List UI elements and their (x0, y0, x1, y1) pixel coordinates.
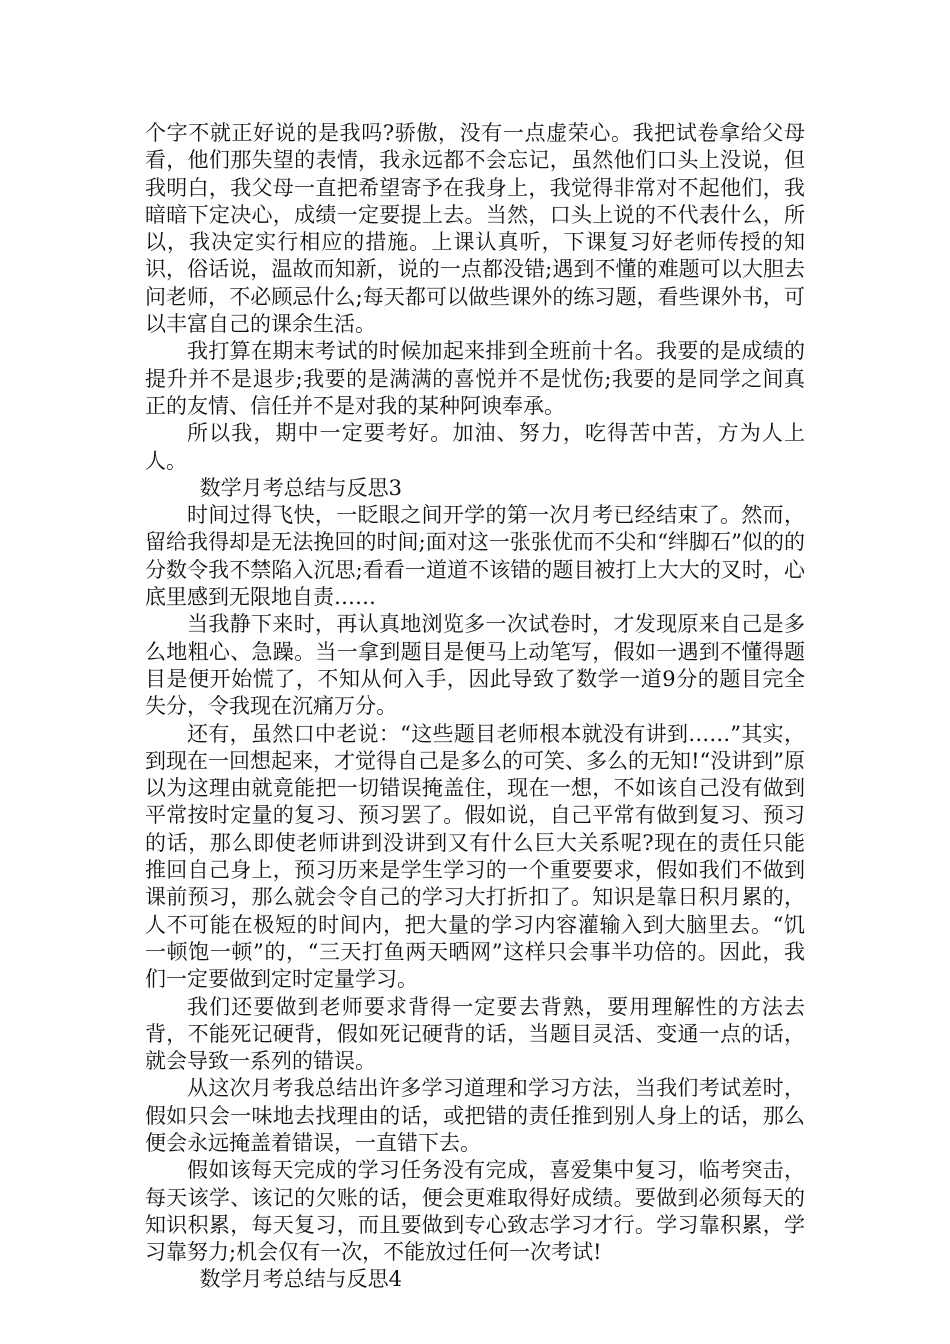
paragraph-3: 所以我，期中一定要考好。加油、努力，吃得苦中苦，方为人上人。 (145, 421, 805, 473)
section-heading-3: 数学月考总结与反思3 (199, 475, 402, 500)
section-heading-4: 数学月考总结与反思4 (199, 1267, 402, 1292)
document-body (145, 120, 805, 1294)
paragraph-6: 还有，虽然口中老说：“这些题目老师根本就没有讲到……”其实，到现在一回想起来，才觉得自己是多么的可笑、多么的无知!“没讲到”原以为这理由就竟能把一切错误掩盖住，现在一想，不如该自己没有做到平常按时定量的复习、预习罢了。假如说，自己平常有做到复习、预习的话，那么即使老师讲到没讲到又有什么巨大关系呢?现在的责任只能推回自己身上，预习历来是学生学习的一个重要要求，假如我们不做到课前预习，那么就会令自己的学习大打折扣了。知识是靠日积月累的，人不可能在极短的时间内，把大量的学习内容灌输入到大脑里去。“饥一顿饱一顿”的，“三天打鱼两天晒网”这样只会事半功倍的。因此，我们一定要做到定时定量学习。 (145, 721, 805, 992)
paragraph-4: 时间过得飞快，一眨眼之间开学的第一次月考已经结束了。然而，留给我得却是无法挽回的时间;面对这一张张优而不尖和“绊脚石”似的的分数令我不禁陷入沉思;看看一道道不该错的题目被打上大大的叉时，心底里感到无限地自责…… (145, 503, 805, 610)
paragraph-1: 个字不就正好说的是我吗?骄傲，没有一点虚荣心。我把试卷拿给父母看，他们那失望的表情，我永远都不会忘记，虽然他们口头上没说，但我明白，我父母一直把希望寄予在我身上，我觉得非常对不起他们，我暗暗下定决心，成绩一定要提上去。当然，口头上说的不代表什么，所以，我决定实行相应的措施。上课认真听，下课复习好老师传授的知识，俗话说，温故而知新，说的一点都没错;遇到不懂的难题可以大胆去问老师，不必顾忌什么;每天都可以做些课外的练习题，看些课外书，可以丰富自己的课余生活。 (145, 121, 805, 337)
paragraph-5: 当我静下来时，再认真地浏览多一次试卷时，才发现原来自己是多么地粗心、急躁。当一拿到题目是便马上动笔写，假如一遇到不懂得题目是便开始慌了，不知从何入手，因此导致了数学一道9分的题目完全失分，令我现在沉痛万分。 (145, 612, 805, 719)
paragraph-8: 从这次月考我总结出许多学习道理和学习方法，当我们考试差时，假如只会一味地去找理由的话，或把错的责任推到别人身上的话，那么便会永远掩盖着错误，一直错下去。 (145, 1076, 805, 1155)
paragraph-9: 假如该每天完成的学习任务没有完成，喜爱集中复习，临考突击，每天该学、该记的欠账的话，便会更难取得好成绩。要做到必须每天的知识积累，每天复习，而且要做到专心致志学习才行。学习靠积累，学习靠努力;机会仅有一次，不能放过任何一次考试! (145, 1158, 805, 1265)
paragraph-2: 我打算在期末考试的时候加起来排到全班前十名。我要的是成绩的提升并不是退步;我要的是满满的喜悦并不是忧伤;我要的是同学之间真正的友情、信任并不是对我的某种阿谀奉承。 (145, 339, 805, 418)
paragraph-7: 我们还要做到老师要求背得一定要去背熟，要用理解性的方法去背，不能死记硬背，假如死记硬背的话，当题目灵活、变通一点的话，就会导致一系列的错误。 (145, 994, 805, 1074)
